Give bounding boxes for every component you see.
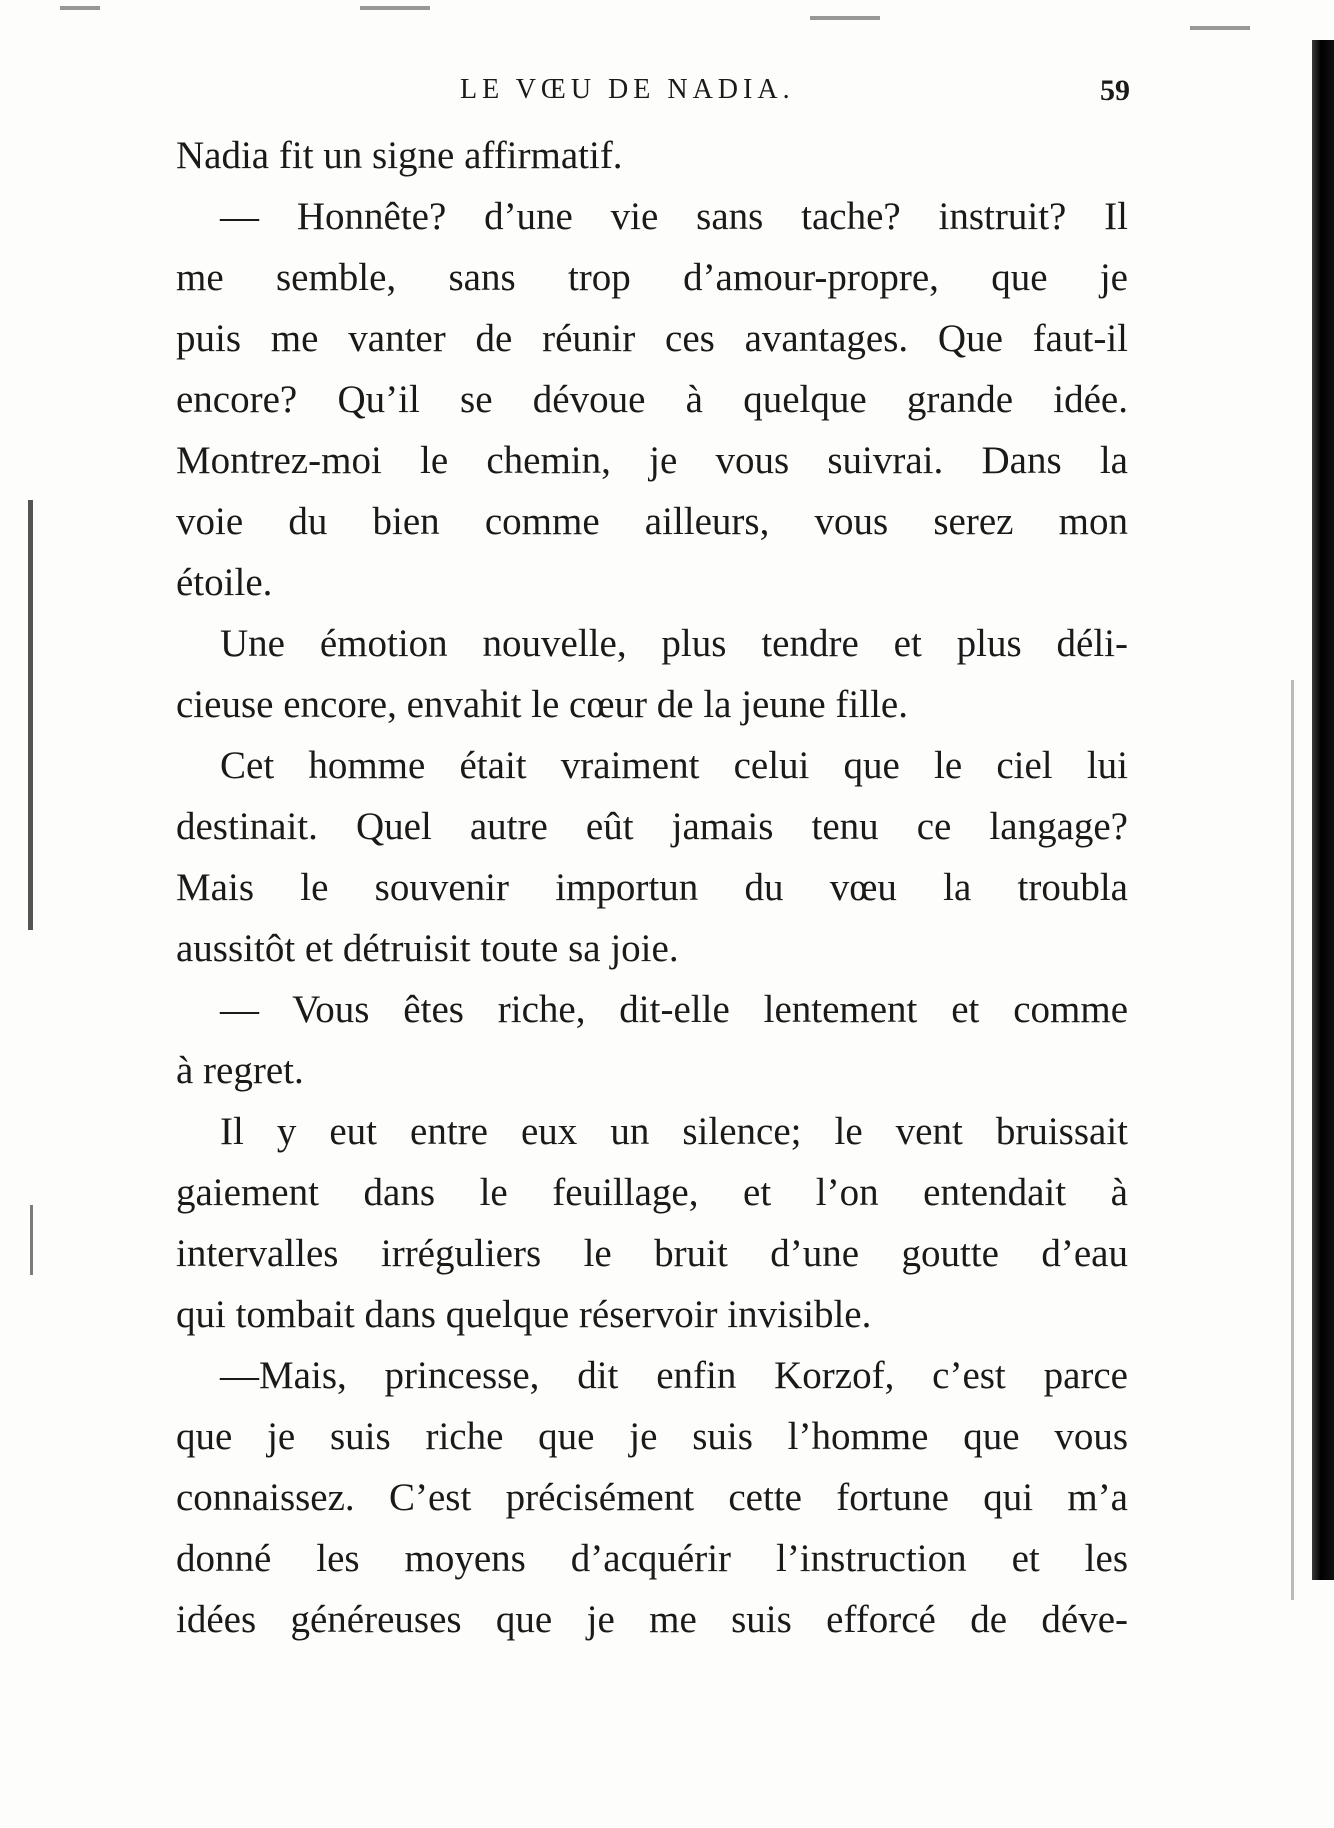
text-line: me semble, sans trop d’amour-propre, que je <box>176 256 1128 299</box>
text-line: — Honnête? d’une vie sans tache? instruit? Il <box>220 195 1128 238</box>
text-line: donné les moyens d’acquérir l’instruction et les <box>176 1537 1128 1580</box>
running-title: LE VŒU DE NADIA. <box>460 74 795 105</box>
scan-smudge <box>360 6 430 10</box>
text-line: gaiement dans le feuillage, et l’on entendait à <box>176 1171 1128 1214</box>
text-line: Montrez-moi le chemin, je vous suivrai. Dans la <box>176 439 1128 482</box>
text-line: —Mais, princesse, dit enfin Korzof, c’est parce <box>220 1354 1128 1397</box>
text-line: que je suis riche que je suis l’homme que vous <box>176 1415 1128 1458</box>
scan-smudge <box>60 6 100 10</box>
text-line: destinait. Quel autre eût jamais tenu ce langage? <box>176 805 1128 848</box>
text-line: Une émotion nouvelle, plus tendre et plus déli- <box>220 622 1128 665</box>
page-header <box>180 74 1130 114</box>
text-line: voie du bien comme ailleurs, vous serez mon <box>176 500 1128 543</box>
text-line: Il y eut entre eux un silence; le vent bruissait <box>220 1110 1128 1153</box>
scan-smudge <box>1190 26 1250 30</box>
text-line: puis me vanter de réunir ces avantages. Que faut-il <box>176 317 1128 360</box>
body-text <box>176 125 1128 1650</box>
text-line: Mais le souvenir importun du vœu la troubla <box>176 866 1128 909</box>
text-line: Cet homme était vraiment celui que le ciel lui <box>220 744 1128 787</box>
text-line: — Vous êtes riche, dit-elle lentement et comme <box>220 988 1128 1031</box>
page-number: 59 <box>1100 74 1130 107</box>
text-line: Nadia fit un signe affirmatif. <box>176 134 623 177</box>
text-line: idées généreuses que je me suis efforcé de déve- <box>176 1598 1128 1641</box>
text-line: étoile. <box>176 561 273 604</box>
text-line: qui tombait dans quelque réservoir invisible. <box>176 1293 872 1336</box>
scan-smudge <box>810 16 880 20</box>
text-line: encore? Qu’il se dévoue à quelque grande idée. <box>176 378 1128 421</box>
text-line: intervalles irréguliers le bruit d’une goutte d’eau <box>176 1232 1128 1275</box>
text-line: aussitôt et détruisit toute sa joie. <box>176 927 679 970</box>
scan-edge-right <box>1312 40 1334 1580</box>
scan-edge-line <box>1291 680 1294 1600</box>
text-line: connaissez. C’est précisément cette fortune qui m’a <box>176 1476 1128 1519</box>
text-line: cieuse encore, envahit le cœur de la jeune fille. <box>176 683 908 726</box>
scan-edge-left <box>28 500 33 930</box>
text-line: à regret. <box>176 1049 304 1092</box>
scan-edge-left-small <box>30 1205 33 1275</box>
